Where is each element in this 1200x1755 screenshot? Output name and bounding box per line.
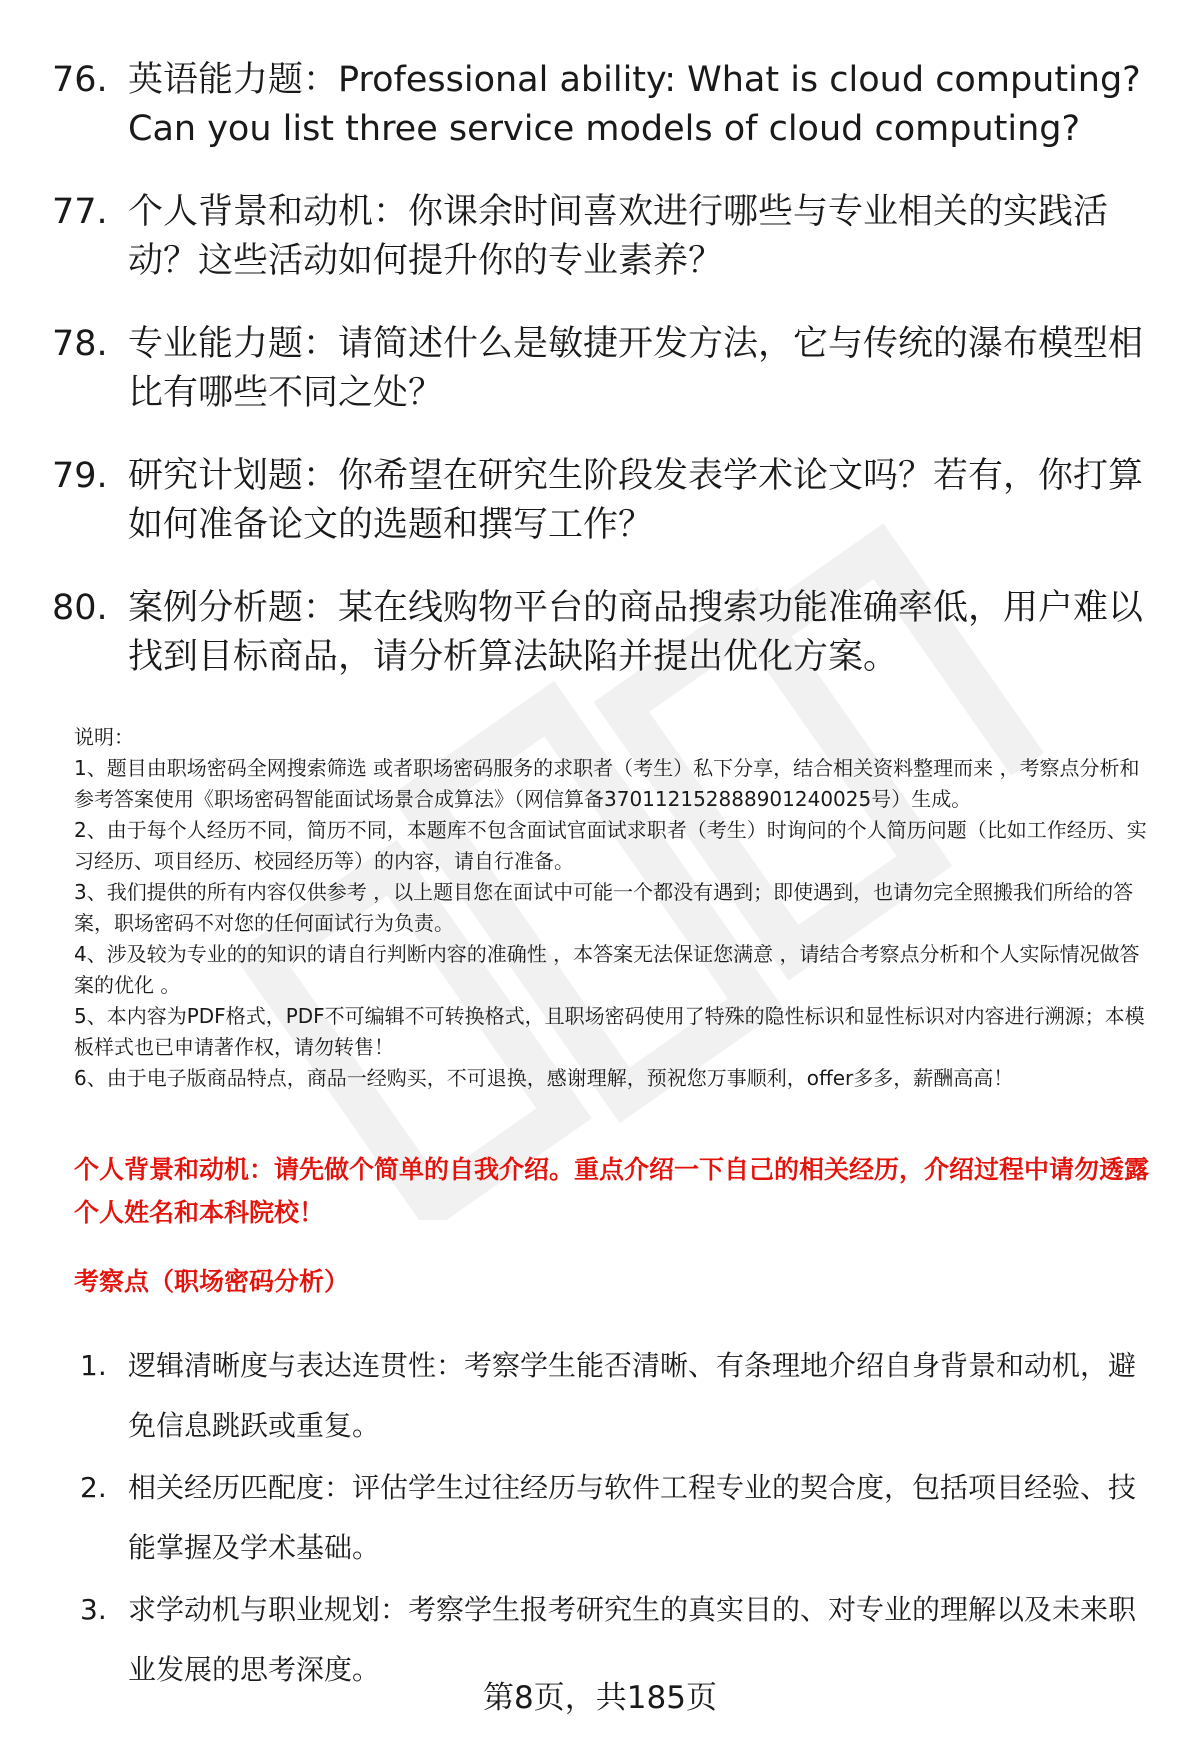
point-text: 求学动机与职业规划：考察学生报考研究生的真实目的、对专业的理解以及未来职业发展的思考深度。	[128, 1593, 1137, 1686]
point-text: 相关经历匹配度：评估学生过往经历与软件工程专业的契合度，包括项目经验、技能掌握及学术基础。	[128, 1471, 1137, 1564]
note-item: 1、题目由职场密码全网搜索筛选 或者职场密码服务的求职者（考生）私下分享，结合相关资料整理而来 ，考察点分析和参考答案使用《职场密码智能面试场景合成算法》（网信算备370112152888901240025号）生成。	[74, 756, 1140, 811]
note-item: 3、我们提供的所有内容仅供参考 ，以上题目您在面试中可能一个都没有遇到；即使遇到，也请勿完全照搬我们所给的答案，职场密码不对您的任何面试行为负责。	[74, 880, 1134, 935]
question-item	[52, 452, 1152, 550]
question-text: 研究计划题：你希望在研究生阶段发表学术论文吗？若有，你打算如何准备论文的选题和撰写工作？	[128, 456, 1144, 545]
question-list	[52, 56, 1152, 716]
notes-heading: 说明：	[74, 725, 134, 749]
point-number: 2.	[80, 1471, 107, 1504]
highlight-question: 个人背景和动机：请先做个简单的自我介绍。重点介绍一下自己的相关经历，介绍过程中请勿透露个人姓名和本科院校！	[74, 1155, 1150, 1227]
analysis-points	[80, 1336, 1150, 1702]
note-item: 5、本内容为PDF格式，PDF不可编辑不可转换格式，且职场密码使用了特殊的隐性标识和显性标识对内容进行溯源；本模板样式也已申请著作权，请勿转售！	[74, 1004, 1145, 1059]
question-text: 个人背景和动机：你课余时间喜欢进行哪些与专业相关的实践活动？这些活动如何提升你的专业素养？	[128, 192, 1109, 281]
question-text: 专业能力题：请简述什么是敏捷开发方法，它与传统的瀑布模型相比有哪些不同之处？	[128, 324, 1144, 413]
analysis-heading: 考察点（职场密码分析）	[74, 1267, 350, 1296]
point-number: 3.	[80, 1593, 107, 1626]
notes-section	[74, 722, 1154, 1094]
question-item	[52, 584, 1152, 682]
analysis-point	[80, 1336, 1150, 1456]
question-number: 79.	[52, 456, 108, 496]
page-footer: 第8页，共185页	[483, 1680, 717, 1716]
question-text: 案例分析题：某在线购物平台的商品搜索功能准确率低，用户难以找到目标商品，请分析算法缺陷并提出优化方案。	[128, 588, 1144, 677]
question-number: 76.	[52, 60, 108, 100]
question-number: 77.	[52, 192, 108, 232]
note-item: 2、由于每个人经历不同，简历不同，本题库不包含面试官面试求职者（考生）时询问的个人简历问题（比如工作经历、实习经历、项目经历、校园经历等）的内容，请自行准备。	[74, 818, 1147, 873]
question-number: 80.	[52, 588, 108, 628]
point-number: 1.	[80, 1349, 107, 1382]
question-item	[52, 188, 1152, 286]
question-text: 英语能力题：Professional ability: What is cloud computing? Can you list three service models of cloud computing?	[128, 60, 1141, 149]
note-item: 4、涉及较为专业的的知识的请自行判断内容的准确性 ，本答案无法保证您满意 ，请结合考察点分析和个人实际情况做答案的优化 。	[74, 942, 1140, 997]
note-item: 6、由于电子版商品特点，商品一经购买，不可退换，感谢理解，预祝您万事顺利，offer多多，薪酬高高！	[74, 1066, 1014, 1090]
question-item	[52, 320, 1152, 418]
question-item	[52, 56, 1152, 154]
analysis-point	[80, 1458, 1150, 1578]
question-number: 78.	[52, 324, 108, 364]
point-text: 逻辑清晰度与表达连贯性：考察学生能否清晰、有条理地介绍自身背景和动机，避免信息跳跃或重复。	[128, 1349, 1137, 1442]
